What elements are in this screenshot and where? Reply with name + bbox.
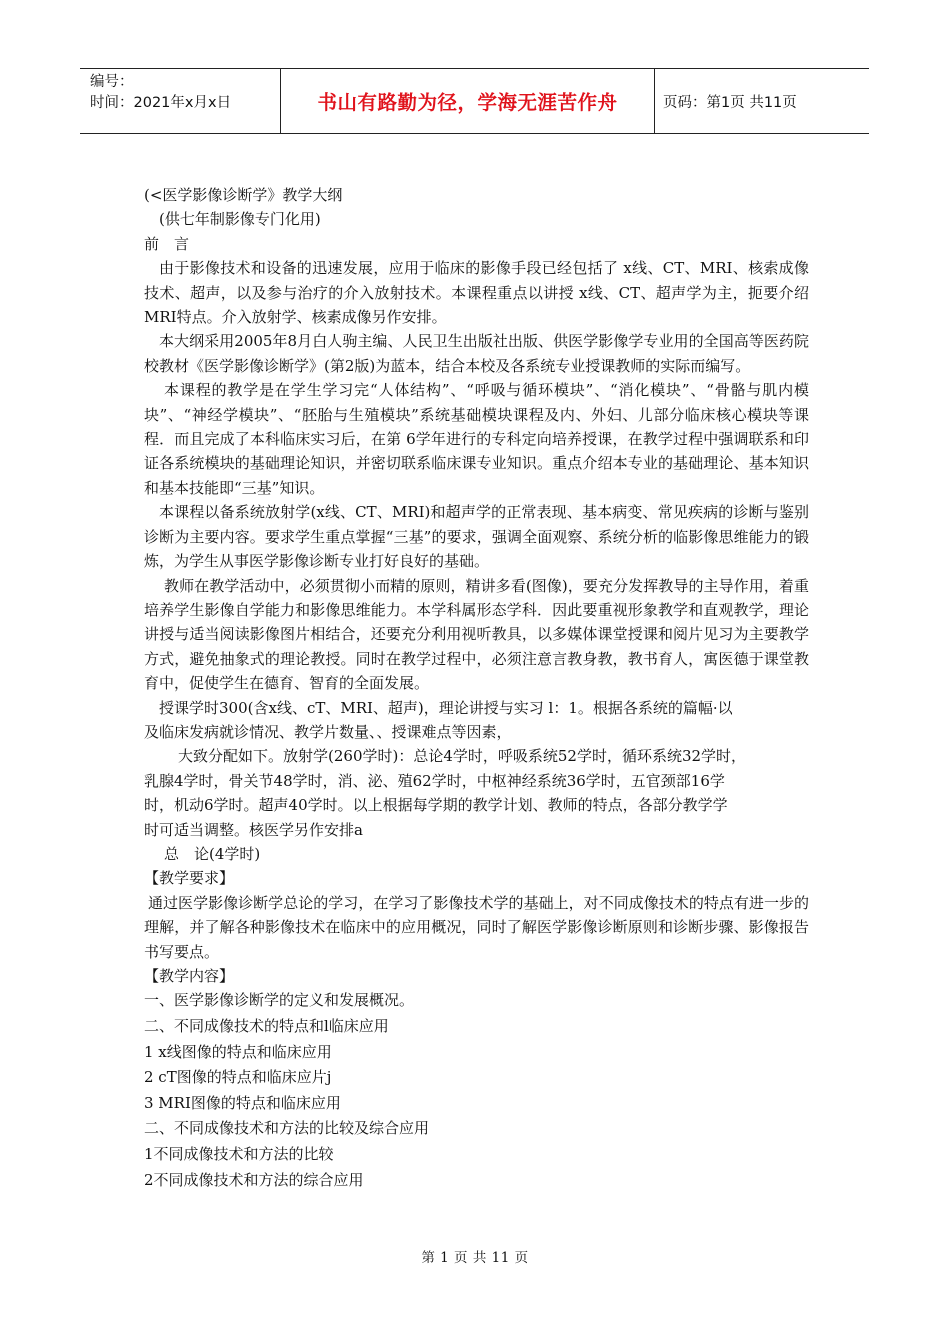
- paragraph: 本大纲采用2005年8月白人驹主编、人民卫生出版社出版、供医学影像学专业用的全国高等医药院校教材《医学影像诊断学》(第2版)为蓝本，结合本校及各系统专业授课教师的实际而编写。: [144, 332, 809, 375]
- requirements-paragraph: 通过医学影像诊断学总论的学习，在学习了影像技术学的基础上，对不同成像技术的特点有进一步的理解，并了解各种影像技术在临床中的应用概况，同时了解医学影像诊断原则和诊断步骤、影像报告书写要点。: [144, 893, 809, 961]
- paragraph-line: 及临床发病就诊情况、教学片数量、、授课难点等因素，: [144, 722, 512, 741]
- list-item: 二、不同成像技术和方法的比较及综合应用: [144, 1119, 430, 1138]
- list-item: 二、不同成像技术的特点和l临床应用: [144, 1017, 389, 1035]
- list-item: 一、医学影像诊断学的定义和发展概况。: [144, 991, 415, 1010]
- number-label: 编号：: [90, 74, 134, 90]
- header-motto: 书山有路勤为径，学海无涯苦作舟: [281, 69, 655, 133]
- section-heading: 总 论(4学时): [164, 844, 261, 863]
- header-meta: [80, 69, 281, 133]
- document-body: [144, 183, 809, 1193]
- list-item: 2不同成像技术和方法的综合应用: [144, 1170, 364, 1189]
- preface-heading: 前 言: [144, 234, 190, 253]
- paragraph-line: 授课学时300(含x线、cT、MRI、超声)，理论讲授与实习 l：1。根据各系统的篇幅·以: [159, 698, 733, 717]
- list-item: 1不同成像技术和方法的比较: [144, 1144, 334, 1163]
- list-item: 2 cT图像的特点和临床应片j: [144, 1068, 332, 1087]
- paragraph: 本课程以备系统放射学(x线、CT、MRI)和超声学的正常表现、基本病变、常见疾病的诊断与鉴别诊断为主要内容。要求学生重点掌握“三基”的要求，强调全面观察、系统分析的临影像思维能力的锻炼，为学生从事医学影像诊断专业打好良好的基础。: [144, 503, 809, 571]
- list-item: 1 x线图像的特点和临床应用: [144, 1042, 332, 1061]
- paragraph-line: 大致分配如下。放射学(260学时)：总论4学时，呼吸系统52学时，循环系统32学时，: [178, 747, 747, 766]
- paragraph: 本课程的教学是在学生学习完“人体结构”、“呼吸与循环模块”、“消化模块”、“骨骼与肌内模块”、“神经学模块”、“胚胎与生殖模块”系统基础模块课程及内、外妇、儿部分临床核心模块等课程．而且完成了本科临床实习后，在第 6学年进行的专科定向培养授课，在教学过程中强调联系和印证各系统模块的基础理论知识，并密切联系临床课专业知识。重点介绍本专业的基础理论、基本知识和基本技能即“三基”知识。: [144, 381, 809, 497]
- paragraph-line: 乳腺4学时，骨关节48学时，消、泌、殖62学时，中枢神经系统36学时，五官颈部16学: [144, 771, 725, 790]
- paragraph-line: 时，机动6学时。超声40学时。以上根据每学期的教学计划、教师的特点，各部分教学学: [144, 796, 728, 815]
- paragraph: 教师在教学活动中，必须贯彻小而精的原则，精讲多看(图像)，要充分发挥教导的主导作用，着重培养学生影像自学能力和影像思维能力。本学科属形态学科．因此要重视形象教学和直观教学，理论讲授与适当阅读影像图片相结合，还要充分利用视听教具，以多媒体课堂授课和阅片见习为主要教学方式，避免抽象式的理论教授。同时在教学过程中，必须注意言教身教，教书育人，寓医德于课堂教育中，促使学生在德育、智育的全面发展。: [144, 576, 809, 693]
- document-subtitle: (供七年制影像专门化用): [159, 210, 321, 229]
- header-page-label: 页码：第1页 共11页: [663, 94, 797, 111]
- date-label: 时间：2021年x月x日: [90, 95, 232, 111]
- page-footer: 第 1 页 共 11 页: [421, 1250, 529, 1266]
- paragraph: 由于影像技术和设备的迅速发展，应用于临床的影像手段已经包括了 x线、CT、MRI、核索成像技术、超声，以及参与治疗的介入放射技术。本课程重点以讲授 x线、CT、超声学为主，扼要介绍MRI特点。介入放射学、核素成像另作安排。: [144, 259, 809, 327]
- paragraph-line: 时可适当调整。核医学另作安排a: [144, 820, 363, 839]
- list-item: 3 MRI图像的特点和临床应用: [144, 1093, 341, 1112]
- page-header: [80, 68, 869, 134]
- content-heading: 【教学内容】: [144, 967, 235, 985]
- document-title: (<医学影像诊断学》教学大纲: [144, 186, 343, 204]
- requirements-heading: 【教学要求】: [144, 869, 235, 888]
